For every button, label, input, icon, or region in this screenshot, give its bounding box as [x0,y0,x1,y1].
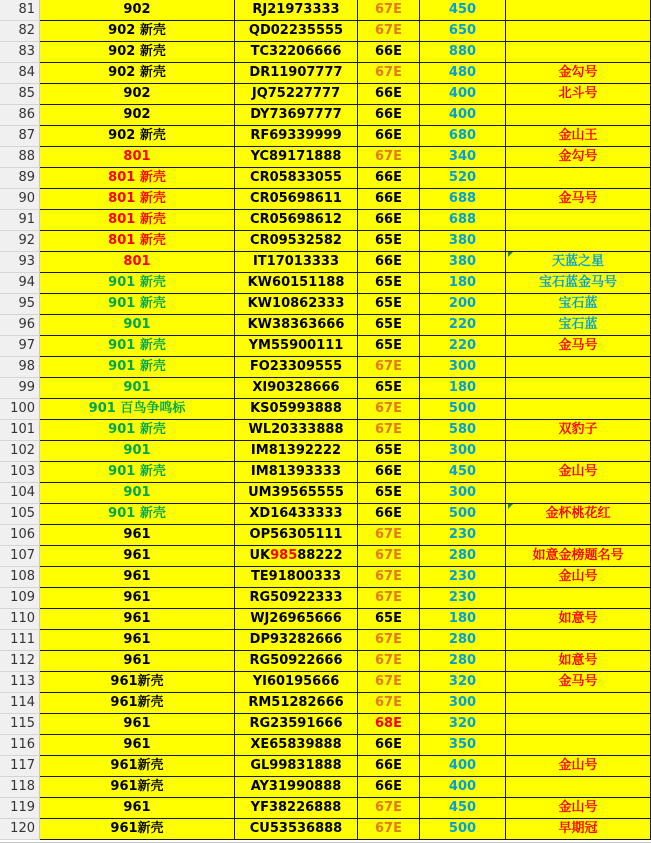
cell-model[interactable]: 902 新壳 [40,63,235,84]
cell-name[interactable]: 早期冠 [506,819,651,840]
cell-code[interactable] [235,546,358,567]
cell-price[interactable]: 320 [420,714,506,735]
cell-price[interactable]: 450 [420,798,506,819]
cell-code[interactable]: TC32206666 [235,42,358,63]
cell-price[interactable]: 500 [420,504,506,525]
cell-grade[interactable]: 67E [358,21,420,42]
cell-grade[interactable]: 67E [358,399,420,420]
table-row[interactable] [0,483,651,504]
cell-code[interactable]: OP56305111 [235,525,358,546]
row-number[interactable]: 89 [0,168,40,189]
cell-name[interactable]: 如意金榜题名号 [506,546,651,567]
table-row[interactable] [0,735,651,756]
cell-model[interactable]: 901 新壳 [40,504,235,525]
row-number[interactable]: 119 [0,798,40,819]
cell-model[interactable]: 961新壳 [40,819,235,840]
cell-code[interactable]: KW10862333 [235,294,358,315]
cell-grade[interactable]: 67E [358,819,420,840]
cell-name[interactable]: 天蓝之星 [506,252,651,273]
cell-model[interactable]: 961新壳 [40,672,235,693]
cell-model[interactable]: 902 [40,0,235,21]
table-row[interactable] [0,0,651,21]
cell-grade[interactable]: 66E [358,504,420,525]
cell-model[interactable]: 961 [40,798,235,819]
table-row[interactable] [0,168,651,189]
row-number[interactable]: 94 [0,273,40,294]
table-row[interactable] [0,21,651,42]
cell-price[interactable]: 500 [420,399,506,420]
row-number[interactable]: 105 [0,504,40,525]
cell-code[interactable]: JQ75227777 [235,84,358,105]
table-row[interactable] [0,294,651,315]
cell-grade[interactable]: 66E [358,126,420,147]
cell-price[interactable]: 380 [420,231,506,252]
row-number[interactable]: 97 [0,336,40,357]
cell-price[interactable]: 300 [420,357,506,378]
cell-name[interactable]: 金杯桃花红 [506,504,651,525]
cell-price[interactable]: 180 [420,609,506,630]
row-number[interactable]: 98 [0,357,40,378]
cell-price[interactable]: 280 [420,651,506,672]
cell-name[interactable] [506,441,651,462]
cell-code[interactable]: KS05993888 [235,399,358,420]
table-row[interactable] [0,756,651,777]
cell-model[interactable]: 902 新壳 [40,42,235,63]
cell-model[interactable]: 961 [40,714,235,735]
code-prefix: UK [249,548,271,563]
cell-name[interactable]: 金山王 [506,126,651,147]
cell-model[interactable]: 801 新壳 [40,189,235,210]
cell-name[interactable]: 如意号 [506,651,651,672]
cell-code[interactable]: AY31990888 [235,777,358,798]
cell-name[interactable] [506,357,651,378]
cell-code[interactable]: IM81392222 [235,441,358,462]
cell-name[interactable] [506,168,651,189]
cell-code[interactable]: IM81393333 [235,462,358,483]
cell-price[interactable]: 350 [420,735,506,756]
cell-grade[interactable]: 67E [358,672,420,693]
cell-price[interactable]: 400 [420,105,506,126]
cell-grade[interactable]: 67E [358,420,420,441]
row-number[interactable]: 101 [0,420,40,441]
cell-price[interactable]: 400 [420,756,506,777]
cell-code[interactable]: DP93282666 [235,630,358,651]
cell-model[interactable]: 901 新壳 [40,462,235,483]
cell-name[interactable]: 宝石蓝 [506,294,651,315]
row-number[interactable]: 100 [0,399,40,420]
row-number[interactable]: 95 [0,294,40,315]
cell-grade[interactable]: 65E [358,231,420,252]
row-number[interactable]: 88 [0,147,40,168]
table-row[interactable] [0,525,651,546]
cell-code[interactable]: WJ26965666 [235,609,358,630]
cell-name[interactable]: 金马号 [506,189,651,210]
table-row[interactable] [0,63,651,84]
cell-name[interactable] [506,693,651,714]
cell-grade[interactable]: 66E [358,462,420,483]
cell-code[interactable]: WL20333888 [235,420,358,441]
cell-price[interactable]: 300 [420,483,506,504]
table-row[interactable] [0,378,651,399]
row-number[interactable]: 85 [0,84,40,105]
table-row[interactable] [0,693,651,714]
cell-price[interactable]: 688 [420,189,506,210]
table-row[interactable] [0,672,651,693]
cell-code[interactable]: RJ21973333 [235,0,358,21]
cell-grade[interactable]: 67E [358,0,420,21]
cell-code[interactable]: XD16433333 [235,504,358,525]
cell-name[interactable] [506,0,651,21]
row-number[interactable]: 113 [0,672,40,693]
cell-grade[interactable]: 67E [358,588,420,609]
table-row[interactable] [0,357,651,378]
cell-code[interactable]: RM51282666 [235,693,358,714]
cell-model[interactable]: 961新壳 [40,777,235,798]
row-number[interactable]: 111 [0,630,40,651]
cell-grade[interactable]: 65E [358,294,420,315]
cell-name[interactable] [506,714,651,735]
cell-price[interactable]: 500 [420,819,506,840]
cell-price[interactable]: 380 [420,252,506,273]
cell-grade[interactable]: 66E [358,252,420,273]
cell-price[interactable]: 230 [420,588,506,609]
cell-code[interactable]: XI90328666 [235,378,358,399]
row-number[interactable]: 114 [0,693,40,714]
row-number[interactable]: 96 [0,315,40,336]
cell-model[interactable]: 901 [40,441,235,462]
row-number[interactable]: 93 [0,252,40,273]
cell-code[interactable]: IT17013333 [235,252,358,273]
cell-name[interactable] [506,588,651,609]
cell-name[interactable] [506,378,651,399]
cell-price[interactable]: 220 [420,315,506,336]
cell-model[interactable]: 961 [40,630,235,651]
cell-grade[interactable]: 67E [358,147,420,168]
cell-name[interactable]: 金勾号 [506,147,651,168]
cell-grade[interactable]: 66E [358,189,420,210]
cell-model[interactable]: 901 新壳 [40,273,235,294]
cell-model[interactable]: 901 [40,483,235,504]
cell-model[interactable]: 901 新壳 [40,336,235,357]
cell-grade[interactable]: 66E [358,105,420,126]
cell-name[interactable] [506,210,651,231]
row-number[interactable]: 92 [0,231,40,252]
row-number[interactable]: 108 [0,567,40,588]
cell-price[interactable]: 230 [420,525,506,546]
cell-price[interactable]: 300 [420,693,506,714]
cell-model[interactable]: 801 [40,252,235,273]
cell-model[interactable]: 961 [40,651,235,672]
cell-price[interactable]: 280 [420,630,506,651]
cell-grade[interactable]: 65E [358,378,420,399]
cell-code[interactable]: YF38226888 [235,798,358,819]
cell-model[interactable]: 901 新壳 [40,357,235,378]
cell-name[interactable] [506,105,651,126]
cell-model[interactable]: 902 新壳 [40,21,235,42]
cell-name[interactable] [506,399,651,420]
row-number[interactable]: 115 [0,714,40,735]
row-number[interactable]: 102 [0,441,40,462]
cell-code[interactable]: CR05698611 [235,189,358,210]
cell-model[interactable]: 961 [40,609,235,630]
table-row[interactable] [0,567,651,588]
cell-model[interactable]: 902 [40,105,235,126]
code-highlight: 985 [270,548,298,563]
cell-grade[interactable]: 65E [358,315,420,336]
cell-model[interactable]: 961新壳 [40,693,235,714]
cell-price[interactable]: 180 [420,378,506,399]
table-row[interactable] [0,105,651,126]
table-row[interactable] [0,714,651,735]
cell-model[interactable]: 961 [40,735,235,756]
table-row[interactable] [0,210,651,231]
cell-model[interactable]: 901 新壳 [40,294,235,315]
cell-price[interactable]: 400 [420,777,506,798]
cell-model[interactable]: 961 [40,567,235,588]
comment-indicator-icon [508,252,513,257]
row-number[interactable]: 118 [0,777,40,798]
cell-grade[interactable]: 66E [358,777,420,798]
cell-code[interactable]: UM39565555 [235,483,358,504]
table-row[interactable] [0,273,651,294]
table-row[interactable] [0,546,651,567]
cell-name[interactable]: 宝石蓝金马号 [506,273,651,294]
cell-model[interactable]: 902 [40,84,235,105]
cell-model[interactable]: 961新壳 [40,756,235,777]
cell-price[interactable]: 300 [420,441,506,462]
cell-name[interactable]: 金山号 [506,567,651,588]
table-row[interactable] [0,651,651,672]
table-row[interactable] [0,630,651,651]
table-row[interactable] [0,420,651,441]
cell-model[interactable]: 961 [40,588,235,609]
cell-price[interactable]: 400 [420,84,506,105]
table-row[interactable] [0,462,651,483]
cell-grade[interactable]: 68E [358,714,420,735]
cell-name[interactable] [506,777,651,798]
cell-code[interactable]: KW60151188 [235,273,358,294]
cell-grade[interactable]: 65E [358,609,420,630]
cell-model[interactable]: 901 [40,315,235,336]
cell-grade[interactable]: 65E [358,483,420,504]
comment-indicator-icon [508,504,513,509]
cell-grade[interactable]: 66E [358,210,420,231]
cell-code[interactable]: YC89171888 [235,147,358,168]
cell-price[interactable]: 480 [420,63,506,84]
cell-name[interactable] [506,735,651,756]
table-row[interactable] [0,252,651,273]
cell-name[interactable]: 金勾号 [506,63,651,84]
cell-name[interactable]: 金山号 [506,756,651,777]
cell-grade[interactable]: 67E [358,567,420,588]
cell-code[interactable]: FO23309555 [235,357,358,378]
table-row[interactable] [0,231,651,252]
row-number[interactable]: 84 [0,63,40,84]
cell-name[interactable]: 金马号 [506,336,651,357]
cell-grade[interactable]: 67E [358,693,420,714]
cell-price[interactable]: 680 [420,126,506,147]
row-number[interactable]: 81 [0,0,40,21]
cell-grade[interactable]: 66E [358,735,420,756]
cell-code[interactable]: RG23591666 [235,714,358,735]
cell-grade[interactable]: 66E [358,756,420,777]
cell-name[interactable]: 双豹子 [506,420,651,441]
cell-price[interactable]: 580 [420,420,506,441]
cell-name[interactable]: 金山号 [506,798,651,819]
cell-grade[interactable]: 67E [358,357,420,378]
cell-model[interactable]: 901 [40,378,235,399]
table-row[interactable] [0,588,651,609]
cell-code[interactable]: CR05833055 [235,168,358,189]
cell-code[interactable]: CR05698612 [235,210,358,231]
row-number[interactable]: 99 [0,378,40,399]
cell-model[interactable]: 901 百鸟争鸣标 [40,399,235,420]
cell-code[interactable]: RG50922666 [235,651,358,672]
table-row[interactable] [0,189,651,210]
cell-name[interactable]: 金山号 [506,462,651,483]
table-row[interactable] [0,147,651,168]
cell-grade[interactable]: 65E [358,273,420,294]
cell-price[interactable]: 230 [420,567,506,588]
cell-price[interactable]: 450 [420,462,506,483]
cell-price[interactable]: 688 [420,210,506,231]
cell-code[interactable]: QD02235555 [235,21,358,42]
cell-code[interactable]: DR11907777 [235,63,358,84]
row-number[interactable]: 86 [0,105,40,126]
cell-name[interactable] [506,483,651,504]
row-number[interactable]: 83 [0,42,40,63]
cell-price[interactable]: 180 [420,273,506,294]
cell-price[interactable]: 340 [420,147,506,168]
cell-grade[interactable]: 67E [358,546,420,567]
cell-model[interactable]: 961 [40,525,235,546]
row-number[interactable]: 120 [0,819,40,840]
table-row[interactable] [0,315,651,336]
table-row[interactable] [0,126,651,147]
cell-grade[interactable]: 66E [358,168,420,189]
row-number[interactable]: 82 [0,21,40,42]
table-row[interactable] [0,777,651,798]
cell-code[interactable]: YM55900111 [235,336,358,357]
cell-model[interactable]: 902 新壳 [40,126,235,147]
cell-name[interactable] [506,630,651,651]
table-row[interactable] [0,336,651,357]
cell-grade[interactable]: 66E [358,42,420,63]
cell-grade[interactable]: 67E [358,651,420,672]
row-number[interactable]: 109 [0,588,40,609]
row-number[interactable]: 112 [0,651,40,672]
cell-grade[interactable]: 67E [358,798,420,819]
cell-grade[interactable]: 67E [358,525,420,546]
cell-name[interactable]: 金马号 [506,672,651,693]
cell-name[interactable]: 如意号 [506,609,651,630]
table-row[interactable] [0,399,651,420]
cell-code[interactable]: YI60195666 [235,672,358,693]
cell-model[interactable]: 801 新壳 [40,231,235,252]
cell-code[interactable]: XE65839888 [235,735,358,756]
cell-price[interactable]: 200 [420,294,506,315]
cell-code[interactable]: CR09532582 [235,231,358,252]
cell-model[interactable]: 801 [40,147,235,168]
cell-model[interactable]: 801 新壳 [40,168,235,189]
row-number[interactable]: 106 [0,525,40,546]
cell-name[interactable] [506,525,651,546]
row-number[interactable]: 104 [0,483,40,504]
cell-code[interactable]: RG50922333 [235,588,358,609]
cell-grade[interactable]: 67E [358,630,420,651]
cell-name[interactable] [506,21,651,42]
cell-model[interactable]: 801 新壳 [40,210,235,231]
table-row[interactable] [0,84,651,105]
cell-code[interactable]: GL99831888 [235,756,358,777]
cell-name[interactable]: 北斗号 [506,84,651,105]
cell-code[interactable]: DY73697777 [235,105,358,126]
row-number[interactable]: 110 [0,609,40,630]
cell-price[interactable]: 450 [420,0,506,21]
cell-price[interactable]: 880 [420,42,506,63]
cell-name[interactable] [506,42,651,63]
cell-price[interactable]: 320 [420,672,506,693]
cell-price[interactable]: 220 [420,336,506,357]
cell-price[interactable]: 520 [420,168,506,189]
table-row[interactable] [0,42,651,63]
row-number[interactable]: 107 [0,546,40,567]
cell-code[interactable]: CU53536888 [235,819,358,840]
row-number[interactable]: 117 [0,756,40,777]
table-row[interactable] [0,798,651,819]
cell-price[interactable]: 650 [420,21,506,42]
cell-code[interactable]: KW38363666 [235,315,358,336]
table-row[interactable] [0,819,651,840]
row-number[interactable]: 103 [0,462,40,483]
table-row[interactable] [0,441,651,462]
cell-grade[interactable]: 66E [358,84,420,105]
table-row[interactable] [0,504,651,525]
cell-grade[interactable]: 67E [358,63,420,84]
cell-grade[interactable]: 65E [358,336,420,357]
cell-price[interactable]: 280 [420,546,506,567]
code-suffix: 88222 [297,548,343,563]
cell-model[interactable]: 901 新壳 [40,420,235,441]
cell-name[interactable] [506,231,651,252]
row-number[interactable]: 90 [0,189,40,210]
cell-name[interactable]: 宝石蓝 [506,315,651,336]
row-number[interactable]: 91 [0,210,40,231]
cell-model[interactable]: 961 [40,546,235,567]
cell-grade[interactable]: 65E [358,441,420,462]
row-number[interactable]: 116 [0,735,40,756]
cell-code[interactable]: RF69339999 [235,126,358,147]
table-row[interactable] [0,609,651,630]
cell-code[interactable]: TE91800333 [235,567,358,588]
row-number[interactable]: 87 [0,126,40,147]
